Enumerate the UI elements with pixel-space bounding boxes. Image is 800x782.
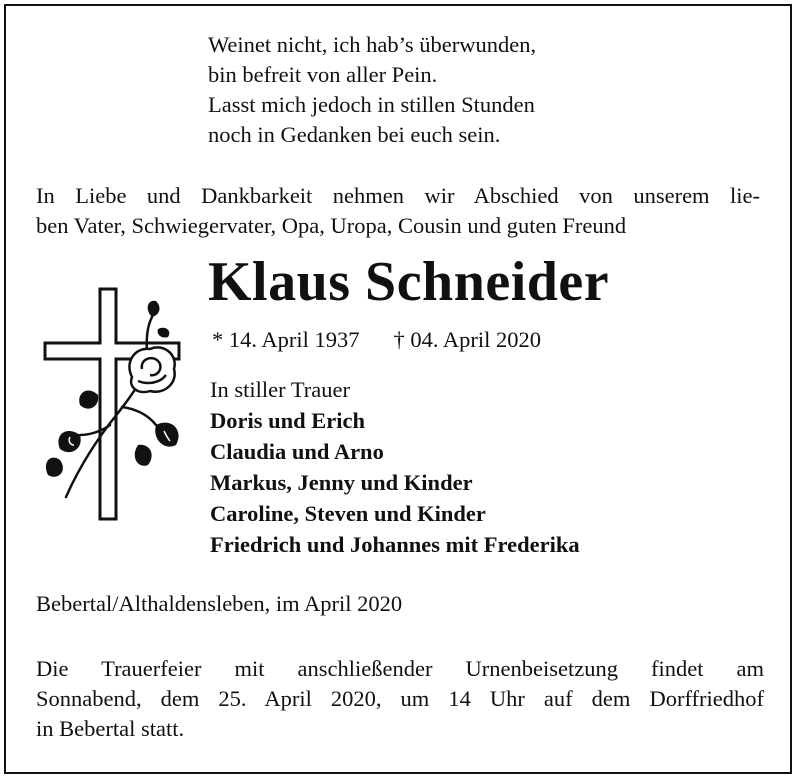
life-dates: [212, 325, 541, 355]
funeral-line: in Bebertal statt.: [36, 716, 185, 741]
birth-date: * 14. April 1937: [212, 327, 360, 352]
poem: [208, 30, 536, 150]
poem-line: Weinet nicht, ich hab’s überwunden,: [208, 32, 537, 57]
mourner-name: Doris und Erich: [210, 408, 366, 433]
poem-line: Lasst mich jedoch in stillen Stunden: [208, 92, 535, 117]
cross-with-rose-icon: [40, 285, 185, 523]
farewell-line: ben Vater, Schwiegervater, Opa, Uropa, Cousin und guten Freund: [36, 213, 627, 238]
poem-line: noch in Gedanken bei euch sein.: [208, 122, 501, 147]
death-date: † 04. April 2020: [393, 327, 542, 352]
deceased-name: Klaus Schneider: [208, 251, 610, 313]
place-date: Bebertal/Althaldensleben, im April 2020: [36, 591, 403, 616]
funeral-line: Sonnabend, dem 25. April 2020, um 14 Uhr auf dem Dorffriedhof: [36, 686, 764, 711]
poem-line: bin befreit von aller Pein.: [208, 62, 438, 87]
farewell-line: In Liebe und Dankbarkeit nehmen wir Abschied von unserem lie-: [36, 183, 760, 208]
funeral-info: [36, 654, 764, 744]
mourner-name: Claudia und Arno: [210, 439, 384, 464]
mourners: [210, 374, 580, 560]
farewell-text: [36, 181, 760, 241]
mourner-name: Markus, Jenny und Kinder: [210, 470, 473, 495]
mourners-heading: In stiller Trauer: [210, 377, 350, 402]
mourner-name: Caroline, Steven und Kinder: [210, 501, 486, 526]
funeral-line: Die Trauerfeier mit anschließender Urnenbeisetzung findet am: [36, 656, 764, 681]
mourner-name: Friedrich und Johannes mit Frederika: [210, 532, 580, 557]
